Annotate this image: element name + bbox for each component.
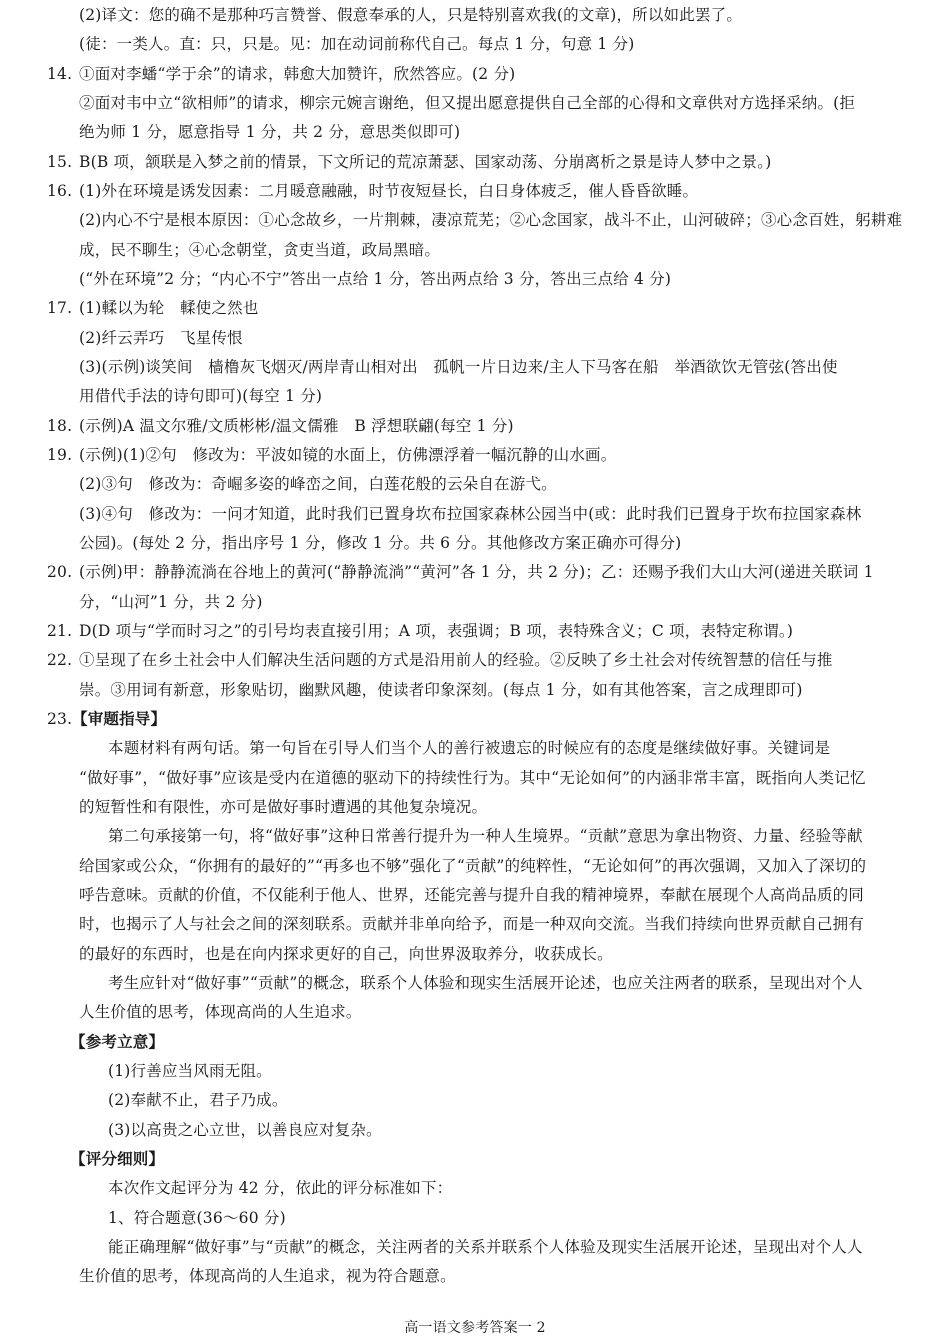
paragraph-line: 第二句承接第一句，将“做好事”这种日常善行提升为一种人生境界。“贡献”意思为拿出物资、力量、经验等献: [108, 827, 863, 845]
paragraph-line: 的最好的东西时，也是在向内探求更好的自己，向世界汲取养分，收获成长。: [79, 945, 613, 963]
answer-line: (2)③句 修改为：奇崛多姿的峰峦之间，白莲花般的云朵自在游弋。: [79, 475, 557, 493]
answer-line: 用借代手法的诗句即可)(每空 1 分): [79, 387, 323, 405]
answer-line: (2)译文：您的确不是那种巧言赞誉、假意奉承的人，只是特别喜欢我(的文章)，所以如此罢了。: [79, 6, 743, 24]
answer-line: (示例)A 温文尔雅/文质彬彬/温文儒雅 B 浮想联翩(每空 1 分): [79, 417, 514, 435]
idea-item: (1)行善应当风雨无阻。: [108, 1062, 272, 1080]
answer-line: (1)外在环境是诱发因素：二月暖意融融，时节夜短昼长，白日身体疲乏，催人昏昏欲睡。: [79, 182, 699, 200]
paragraph-line: 生价值的思考，体现高尚的人生追求，视为符合题意。: [79, 1267, 456, 1285]
answer-line: 崇。③用词有新意，形象贴切，幽默风趣，使读者印象深刻。(每点 1 分，如有其他答案，言之成理即可): [79, 681, 803, 699]
answer-line: ①面对李蟠“学于余”的请求，韩愈大加赞许，欣然答应。(2 分): [79, 65, 516, 83]
paragraph-line: 时，也揭示了人与社会之间的深刻联系。贡献并非单向给予，而是一种双向交流。当我们持续向世界贡献自己拥有: [79, 915, 865, 933]
paragraph-line: 给国家或公众，“你拥有的最好的”“再多也不够”强化了“贡献”的纯粹性，“无论如何”的再次强调，又加入了深切的: [79, 857, 867, 875]
rule-line: 1、符合题意(36～60 分): [108, 1209, 286, 1227]
answer-line: (示例)(1)②句 修改为：平波如镜的水面上，仿佛漂浮着一幅沉静的山水画。: [79, 446, 617, 464]
answer-line: 成，民不聊生；④心念朝堂，贪吏当道，政局黑暗。: [79, 241, 441, 259]
answer-line: (2)内心不宁是根本原因：①心念故乡，一片荆棘，凄凉荒芜；②心念国家，战斗不止，山河破碎；③心念百姓，躬耕难: [79, 211, 903, 229]
answer-line: ②面对韦中立“欲相师”的请求，柳宗元婉言谢绝，但又提出愿意提供自己全部的心得和文章供对方选择采纳。(拒: [79, 94, 856, 112]
paragraph-line: 考生应针对“做好事”“贡献”的概念，联系个人体验和现实生活展开论述，也应关注两者的联系，呈现出对个人: [108, 974, 863, 992]
question-number: 14.: [47, 65, 73, 83]
answer-line: (“外在环境”2 分；“内心不宁”答出一点给 1 分，答出两点给 3 分，答出三点给 4 分): [79, 270, 672, 288]
section-heading-scoring-rules: 【评分细则】: [70, 1150, 165, 1168]
section-heading-reference-ideas: 【参考立意】: [70, 1033, 165, 1051]
question-number: 22.: [47, 651, 73, 669]
question-number: 23.: [47, 710, 73, 728]
answer-line: 公园)。(每处 2 分，指出序号 1 分，修改 1 分。共 6 分。其他修改方案正确亦可得分): [79, 534, 682, 552]
paragraph-line: “做好事”，“做好事”应该是受内在道德的驱动下的持续性行为。其中“无论如何”的内涵非常丰富，既指向人类记忆: [79, 769, 866, 787]
idea-item: (3)以高贵之心立世，以善良应对复杂。: [108, 1121, 382, 1139]
answer-line: (1)輮以为轮 輮使之然也: [79, 299, 259, 317]
rule-line: 本次作文起评分为 42 分，依此的评分标准如下：: [108, 1179, 453, 1197]
answer-line: 绝为师 1 分，愿意指导 1 分，共 2 分，意思类似即可): [79, 123, 461, 141]
paragraph-line: 能正确理解“做好事”与“贡献”的概念，关注两者的关系并联系个人体验及现实生活展开论述，呈现出对个人人: [108, 1238, 863, 1256]
question-number: 18.: [47, 417, 73, 435]
answer-line: 分，“山河”1 分，共 2 分): [79, 593, 263, 611]
answer-line: D(D 项与“学而时习之”的引号均表直接引用；A 项，表强调；B 项，表特殊含义；C 项，表特定称谓。): [79, 622, 794, 640]
paragraph-line: 本题材料有两句话。第一句旨在引导人们当个人的善行被遗忘的时候应有的态度是继续做好事。关键词是: [108, 739, 831, 757]
paragraph-line: 的短暂性和有限性，亦可是做好事时遭遇的其他复杂境况。: [79, 798, 488, 816]
question-number: 16.: [47, 182, 73, 200]
answer-line: ①呈现了在乡土社会中人们解决生活问题的方式是沿用前人的经验。②反映了乡土社会对传统智慧的信任与推: [79, 651, 833, 669]
answer-line: (示例)甲：静静流淌在谷地上的黄河(“静静流淌”“黄河”各 1 分，共 2 分)；乙：还赐予我们大山大河(递进关联词 1: [79, 563, 874, 581]
answer-line: (3)(示例)谈笑间 樯橹灰飞烟灭/两岸青山相对出 孤帆一片日边来/主人下马客在船 举酒欲饮无管弦(答出使: [79, 358, 838, 376]
question-number: 17.: [47, 299, 73, 317]
question-number: 19.: [47, 446, 73, 464]
question-number: 15.: [47, 153, 73, 171]
idea-item: (2)奉献不止，君子乃成。: [108, 1091, 288, 1109]
question-number: 20.: [47, 563, 73, 581]
page-footer: 高一语文参考答案一 2: [404, 1320, 546, 1336]
paragraph-line: 呼告意味。贡献的价值，不仅能利于他人、世界，还能完善与提升自我的精神境界，奉献在展现个人高尚品质的同: [79, 886, 865, 904]
answer-line: (2)纤云弄巧 飞星传恨: [79, 329, 243, 347]
answer-line: (徒：一类人。直：只，只是。见：加在动词前称代自己。每点 1 分，句意 1 分): [79, 35, 635, 53]
answer-line: B(B 项，颔联是入梦之前的情景，下文所记的荒凉萧瑟、国家动荡、分崩离析之景是诗人梦中之景。): [79, 153, 772, 171]
section-heading-topic-guidance: 【审题指导】: [72, 710, 167, 728]
paragraph-line: 人生价值的思考，体现高尚的人生追求。: [79, 1003, 362, 1021]
question-number: 21.: [47, 622, 73, 640]
answer-line: (3)④句 修改为：一问才知道，此时我们已置身坎布拉国家森林公园当中(或：此时我们已置身于坎布拉国家森林: [79, 505, 862, 523]
